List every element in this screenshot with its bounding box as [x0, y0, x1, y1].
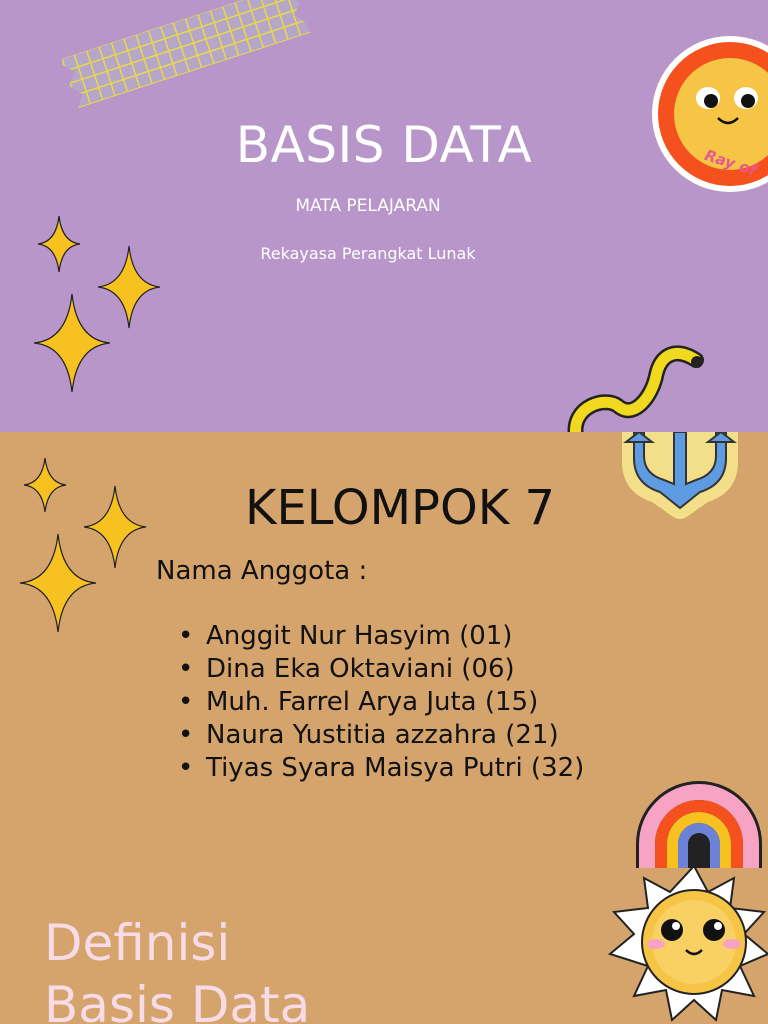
list-item: • Anggit Nur Hasyim (01) — [178, 620, 618, 653]
grid-tape-icon — [50, 0, 320, 110]
members-heading: Nama Anggota : — [156, 556, 368, 586]
slide-definition — [0, 868, 768, 1024]
list-item: • Tiyas Syara Maisya Putri (32) — [178, 752, 618, 785]
list-item: • Naura Yustitia azzahra (21) — [178, 719, 618, 752]
member-list — [178, 620, 618, 785]
slide-title — [0, 0, 768, 432]
definition-title-line2: Basis Data — [44, 976, 311, 1024]
sparkle-star-icon — [36, 214, 82, 274]
main-title: BASIS DATA — [235, 116, 533, 174]
definition-title-line1: Definisi — [44, 914, 231, 972]
sun-sticker-icon — [648, 22, 768, 206]
subtitle: MATA PELAJARAN — [295, 196, 441, 216]
definition-title — [44, 912, 384, 1024]
sticker-label: Ray of — [702, 146, 759, 180]
group-title: KELOMPOK 7 — [244, 480, 556, 536]
sparkle-star-icon — [32, 292, 112, 394]
list-item: • Muh. Farrel Arya Juta (15) — [178, 686, 618, 719]
list-item: • Dina Eka Oktaviani (06) — [178, 653, 618, 686]
subject-name: Rekayasa Perangkat Lunak — [260, 244, 476, 263]
smiling-sun-icon — [604, 868, 768, 1024]
squiggle-icon — [556, 336, 716, 432]
rainbow-icon — [630, 774, 768, 868]
sparkle-star-icon — [18, 532, 98, 634]
slide-group — [0, 432, 768, 868]
